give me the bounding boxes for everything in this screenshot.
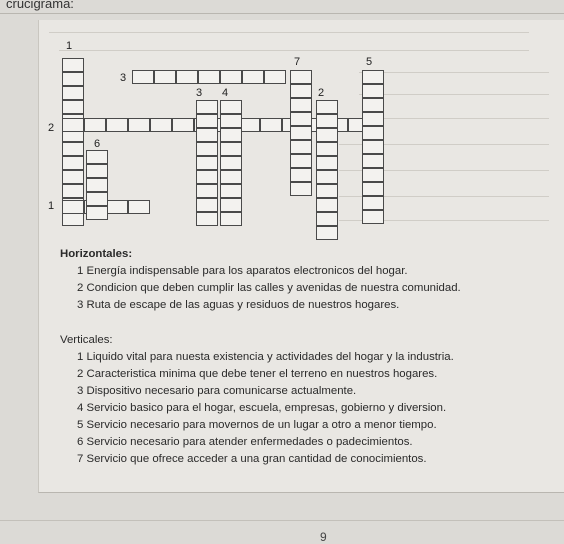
crossword-cell-h2[interactable] bbox=[150, 118, 172, 132]
crossword-cell-h2[interactable] bbox=[172, 118, 194, 132]
crossword-cell-h3[interactable] bbox=[176, 70, 198, 84]
grid-number: 1 bbox=[48, 200, 55, 212]
crossword-cell-v5[interactable] bbox=[362, 210, 384, 224]
crossword-cell-v7[interactable] bbox=[290, 140, 312, 154]
crossword-cell-v3[interactable] bbox=[196, 156, 218, 170]
crossword-cell-v5[interactable] bbox=[362, 168, 384, 182]
crossword-cell-v4[interactable] bbox=[220, 128, 242, 142]
grid-number: 2 bbox=[48, 122, 55, 134]
page-number: 9 bbox=[320, 530, 327, 544]
crossword-cell-v3[interactable] bbox=[196, 128, 218, 142]
grid-number: 3 bbox=[120, 72, 127, 84]
crossword-cell-h2[interactable] bbox=[62, 118, 84, 132]
horizontal-clue-1: 1 Energía indispensable para los aparatos electronicos del hogar. bbox=[77, 265, 408, 277]
crossword-cell-v5[interactable] bbox=[362, 84, 384, 98]
horizontal-clue-3: 3 Ruta de escape de las aguas y residuos de nuestros hogares. bbox=[77, 299, 400, 311]
vertical-clue-7: 7 Servicio que ofrece acceder a una gran cantidad de conocimientos. bbox=[77, 453, 427, 465]
crossword-cell-v2[interactable] bbox=[316, 100, 338, 114]
crossword-cell-v5[interactable] bbox=[362, 196, 384, 210]
crossword-cell-v4[interactable] bbox=[220, 114, 242, 128]
crossword-cell-h3[interactable] bbox=[220, 70, 242, 84]
crossword-cell-v4[interactable] bbox=[220, 198, 242, 212]
crossword-cell-h2[interactable] bbox=[260, 118, 282, 132]
crossword-cell-v4[interactable] bbox=[220, 156, 242, 170]
crossword-cell-v5[interactable] bbox=[362, 126, 384, 140]
crossword-cell-v5[interactable] bbox=[362, 182, 384, 196]
crossword-cell-v3[interactable] bbox=[196, 100, 218, 114]
vertical-clue-5: 5 Servicio necesario para movernos de un lugar a otro a menor tiempo. bbox=[77, 419, 437, 431]
crossword-cell-h2[interactable] bbox=[84, 118, 106, 132]
crossword-cell-v4[interactable] bbox=[220, 142, 242, 156]
crossword-cell-v7[interactable] bbox=[290, 154, 312, 168]
grid-number: 7 bbox=[294, 56, 301, 68]
vertical-title: Verticales: bbox=[60, 334, 113, 346]
crossword-cell-v5[interactable] bbox=[362, 98, 384, 112]
crossword-cell-v5[interactable] bbox=[362, 112, 384, 126]
crossword-cell-v2[interactable] bbox=[316, 170, 338, 184]
crossword-cell-v7[interactable] bbox=[290, 84, 312, 98]
crossword-cell-h3[interactable] bbox=[264, 70, 286, 84]
vertical-clue-6: 6 Servicio necesario para atender enfermedades o padecimientos. bbox=[77, 436, 413, 448]
crossword-cell-v6[interactable] bbox=[86, 192, 108, 206]
crossword-cell-v6[interactable] bbox=[86, 164, 108, 178]
crossword-cell-h3[interactable] bbox=[242, 70, 264, 84]
crossword-cell-v6[interactable] bbox=[86, 178, 108, 192]
crossword-cell-v3[interactable] bbox=[196, 170, 218, 184]
crossword-cell-v3[interactable] bbox=[196, 142, 218, 156]
crossword-cell-v2[interactable] bbox=[316, 128, 338, 142]
crossword-cell-v1[interactable] bbox=[62, 86, 84, 100]
crossword-cell-v2[interactable] bbox=[316, 184, 338, 198]
top-divider bbox=[0, 13, 564, 14]
crossword-cell-h2[interactable] bbox=[106, 118, 128, 132]
crossword-cell-h3[interactable] bbox=[132, 70, 154, 84]
crossword-cell-v3[interactable] bbox=[196, 212, 218, 226]
crossword-cell-v1[interactable] bbox=[62, 142, 84, 156]
crossword-cell-v7[interactable] bbox=[290, 70, 312, 84]
worksheet-heading: crucigrama: bbox=[6, 0, 74, 11]
grid-number: 5 bbox=[366, 56, 373, 68]
crossword-cell-v2[interactable] bbox=[316, 156, 338, 170]
crossword-cell-h3[interactable] bbox=[154, 70, 176, 84]
crossword-cell-v2[interactable] bbox=[316, 212, 338, 226]
crossword-cell-v4[interactable] bbox=[220, 184, 242, 198]
crossword-cell-v1[interactable] bbox=[62, 100, 84, 114]
bottom-divider bbox=[0, 520, 564, 521]
crossword-cell-v3[interactable] bbox=[196, 198, 218, 212]
crossword-cell-v2[interactable] bbox=[316, 226, 338, 240]
crossword-cell-v3[interactable] bbox=[196, 114, 218, 128]
crossword-cell-v7[interactable] bbox=[290, 126, 312, 140]
crossword-cell-v4[interactable] bbox=[220, 100, 242, 114]
crossword-cell-v7[interactable] bbox=[290, 98, 312, 112]
grid-number: 1 bbox=[66, 40, 73, 52]
vertical-clue-4: 4 Servicio basico para el hogar, escuela, empresas, gobierno y diversion. bbox=[77, 402, 447, 414]
crossword-cell-v4[interactable] bbox=[220, 170, 242, 184]
grid-number: 3 bbox=[196, 87, 203, 99]
crossword-cell-h3[interactable] bbox=[198, 70, 220, 84]
grid-number: 6 bbox=[94, 138, 101, 150]
crossword-cell-v1[interactable] bbox=[62, 58, 84, 72]
crossword-cell-v1[interactable] bbox=[62, 72, 84, 86]
vertical-clue-2: 2 Caracteristica minima que debe tener el terreno en nuestros hogares. bbox=[77, 368, 438, 380]
grid-number: 2 bbox=[318, 87, 325, 99]
crossword-cell-v1[interactable] bbox=[62, 156, 84, 170]
vertical-clue-3: 3 Dispositivo necesario para comunicarse actualmente. bbox=[77, 385, 357, 397]
crossword-cell-h1[interactable] bbox=[106, 200, 128, 214]
crossword-cell-v2[interactable] bbox=[316, 198, 338, 212]
crossword-cell-v1[interactable] bbox=[62, 212, 84, 226]
crossword-cell-v5[interactable] bbox=[362, 140, 384, 154]
crossword-cell-v2[interactable] bbox=[316, 142, 338, 156]
crossword-cell-v5[interactable] bbox=[362, 154, 384, 168]
crossword-cell-v7[interactable] bbox=[290, 168, 312, 182]
crossword-cell-v1[interactable] bbox=[62, 184, 84, 198]
crossword-cell-v1[interactable] bbox=[62, 170, 84, 184]
horizontal-clue-2: 2 Condicion que deben cumplir las calles y avenidas de nuestra comunidad. bbox=[77, 282, 461, 294]
clues-section bbox=[60, 246, 461, 468]
crossword-cell-v7[interactable] bbox=[290, 182, 312, 196]
horizontal-title: Horizontales: bbox=[60, 248, 133, 260]
grid-number: 4 bbox=[222, 87, 229, 99]
crossword-cell-h1[interactable] bbox=[62, 200, 84, 214]
crossword-cell-v6[interactable] bbox=[86, 150, 108, 164]
crossword-cell-v2[interactable] bbox=[316, 114, 338, 128]
crossword-cell-v4[interactable] bbox=[220, 212, 242, 226]
crossword-cell-h1[interactable] bbox=[128, 200, 150, 214]
crossword-cell-v5[interactable] bbox=[362, 70, 384, 84]
crossword-cell-v6[interactable] bbox=[86, 206, 108, 220]
crossword-cell-v3[interactable] bbox=[196, 184, 218, 198]
vertical-clue-1: 1 Liquido vital para nuesta existencia y actividades del hogar y la industria. bbox=[77, 351, 454, 363]
crossword-cell-v7[interactable] bbox=[290, 112, 312, 126]
crossword-cell-h2[interactable] bbox=[128, 118, 150, 132]
